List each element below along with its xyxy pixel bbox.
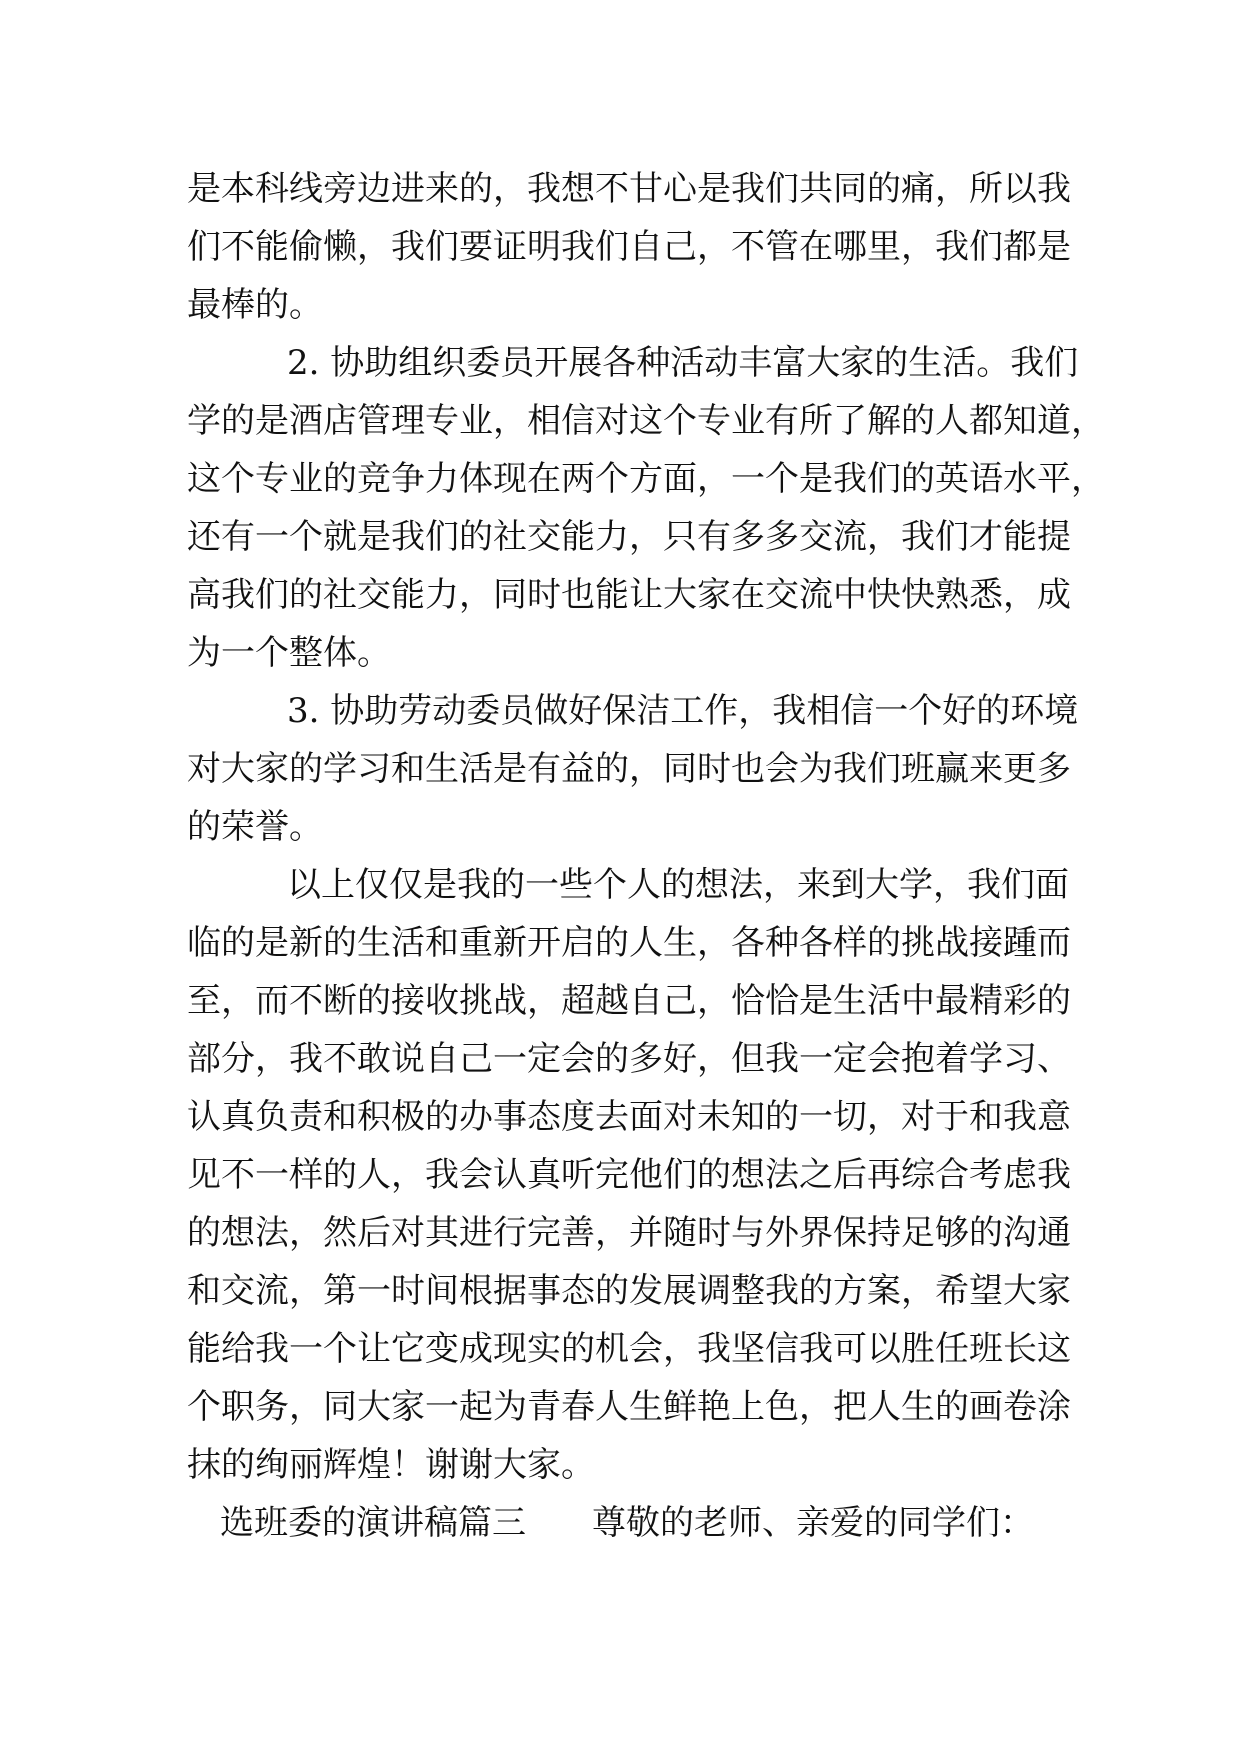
text-line: 是本科线旁边进来的，我想不甘心是我们共同的痛，所以我: [187, 169, 1071, 209]
text-line: 还有一个就是我们的社交能力，只有多多交流，我们才能提: [187, 517, 1071, 557]
text-line: 最棒的。: [187, 285, 323, 325]
section-title: 选班委的演讲稿篇三: [220, 1503, 526, 1543]
text-line: 至，而不断的接收挑战，超越自己，恰恰是生活中最精彩的: [187, 981, 1071, 1021]
greeting: 尊敬的老师、亲爱的同学们：: [592, 1503, 1034, 1543]
section-heading-line: [187, 1494, 1057, 1552]
text-line: 和交流，第一时间根据事态的发展调整我的方案，希望大家: [187, 1271, 1071, 1311]
text-line: 学的是酒店管理专业，相信对这个专业有所了解的人都知道，: [187, 401, 1105, 441]
spacer: [526, 1494, 592, 1552]
text-line: 高我们的社交能力，同时也能让大家在交流中快快熟悉，成: [187, 575, 1071, 615]
text-line: 3. 协助劳动委员做好保洁工作，我相信一个好的环境: [287, 691, 1079, 731]
text-line: 能给我一个让它变成现实的机会，我坚信我可以胜任班长这: [187, 1329, 1071, 1369]
text-line: 个职务，同大家一起为青春人生鲜艳上色，把人生的画卷涂: [187, 1387, 1071, 1427]
text-line: 的想法，然后对其进行完善，并随时与外界保持足够的沟通: [187, 1213, 1071, 1253]
text-line: 抹的绚丽辉煌！谢谢大家。: [187, 1445, 595, 1485]
text-line: 2. 协助组织委员开展各种活动丰富大家的生活。我们: [287, 343, 1079, 383]
text-line: 为一个整体。: [187, 633, 391, 673]
text-line: 部分，我不敢说自己一定会的多好，但我一定会抱着学习、: [187, 1039, 1071, 1079]
text-line: 认真负责和积极的办事态度去面对未知的一切，对于和我意: [187, 1097, 1071, 1137]
text-line: 临的是新的生活和重新开启的人生，各种各样的挑战接踵而: [187, 923, 1071, 963]
document-body: [187, 160, 1105, 1552]
text-line: 们不能偷懒，我们要证明我们自己，不管在哪里，我们都是: [187, 227, 1071, 267]
text-line: 的荣誉。: [187, 807, 323, 847]
text-line: 以上仅仅是我的一些个人的想法，来到大学，我们面: [287, 865, 1069, 905]
text-line: 这个专业的竞争力体现在两个方面，一个是我们的英语水平，: [187, 459, 1105, 499]
text-line: 对大家的学习和生活是有益的，同时也会为我们班赢来更多: [187, 749, 1071, 789]
text-line: 见不一样的人，我会认真听完他们的想法之后再综合考虑我: [187, 1155, 1071, 1195]
